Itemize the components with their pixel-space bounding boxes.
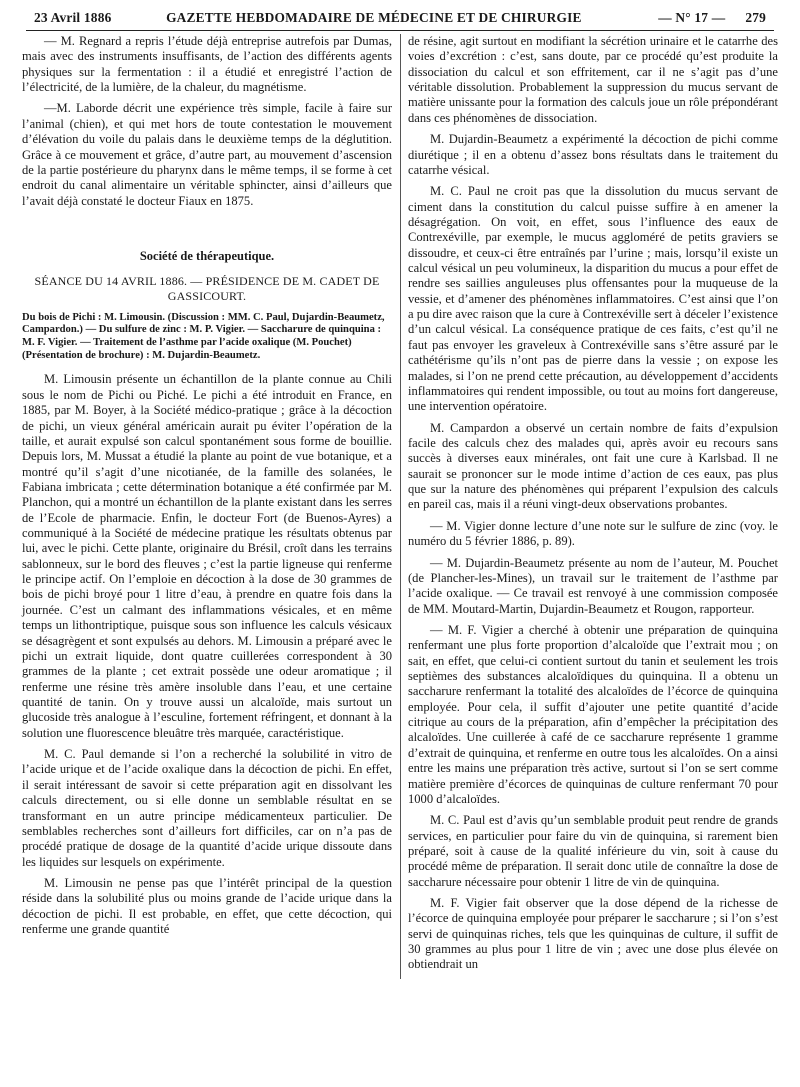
column-rule — [400, 34, 401, 979]
paragraph-laborde: —M. Laborde décrit une expérience très simple, facile à faire sur l’animal (chien), et qui met hors de toute contestation le mouvement d’élévation du voile du palais dans le deuxième temps de la déglutition. Grâce à ce mouvement et grâce, d’autre part, au mouvement d’ascension de la partie postérieure du pharynx dans le même temps, il se forme à cet endroit du canal alimentaire un véritable sphincter, ainsi d’ailleurs que l’avait déjà constaté le docteur Fiaux en 1875. — [22, 101, 392, 208]
header-date: 23 Avril 1886 — [34, 10, 112, 25]
right-column — [408, 34, 778, 979]
text-columns — [22, 34, 778, 979]
paragraph-vigier-dose: M. F. Vigier fait observer que la dose dépend de la richesse de l’écorce de quinquina employée pour préparer le saccharure ; si l’on s’est servi de quinquinas riches, tels que les quinquinas de culture, il suffit de 30 grammes au plus pour 1 litre de vin ; avec une dose plus élevée on obtiendrait un — [408, 896, 778, 972]
paragraph-paul-3: M. C. Paul est d’avis qu’un semblable produit peut rendre de grands services, en particulier pour faire du vin de quinquina, si rarement bien préparé, soit à cause de la qualité inférieure du vin, soit à cause du procédé même de préparation. Il serait donc utile de connaître la dose de saccharure nécessaire pour obtenir 1 litre de vin de quinquina. — [408, 813, 778, 889]
session-line: SÉANCE DU 14 AVRIL 1886. — PRÉSIDENCE DE M. CADET DE GASSICOURT. — [34, 274, 380, 303]
paragraph-limousin-2: M. Limousin ne pense pas que l’intérêt principal de la question réside dans la solubilité plus ou moins grande de l’acide urique dans la décoction de pichi. Il est probable, en effet, que cette décoction, qui renferme une grande quantité — [22, 875, 392, 937]
paragraph-dujardin-1: M. Dujardin-Beaumetz a expérimenté la décoction de pichi comme diurétique ; il en a obtenu d’assez bons résultats dans le traitement du catarrhe vésical. — [408, 132, 778, 177]
paragraph-vigier-saccharure: — M. F. Vigier a cherché à obtenir une préparation de quinquina renfermant une plus forte proportion d’alcaloïde que l’extrait mou ; on sait, en effet, que celui-ci contient surtout du tanin et seulement les trois septièmes des substances alcaloïdiques du quinquina. Il a obtenu un saccharure renfermant la totalité des alcaloïdes de l’écorce de quinquina employée. Pour cela, il suffit d’ajouter une petite quantité d’acide citrique au cours de la préparation, afin d’empêcher la précipitation des alcaloïdes. Une cuillerée à café de ce saccharure représente 1 gramme d’extrait de quinquina, et renferme en outre tous les alcaloïdes. On a ainsi entre les mains une préparation très active, surtout si l’on se sert comme matière première d’écorces de quinquinas de culture renfermant 70 pour 1000 d’alcaloïdes. — [408, 622, 779, 806]
paragraph-regnard: — M. Regnard a repris l’étude déjà entreprise autrefois par Dumas, mais avec des instruments insuffisants, de l’action des différents agents physiques sur la fermentation : il a étudié et enregistré l’action de l’électricité, de la lumière, de la chaleur, du magnétisme. — [22, 34, 392, 95]
paragraph-vigier-sulfure: — M. Vigier donne lecture d’une note sur le sulfure de zinc (voy. le numéro du 5 février 1886, p. 89). — [408, 518, 778, 549]
section-title: Société de thérapeutique. — [139, 248, 275, 263]
running-header — [26, 10, 774, 31]
paragraph-campardon: M. Campardon a observé un certain nombre de faits d’expulsion facile des calculs chez des malades qui, après avoir eu recours sans succès à diverses eaux minérales, ont fait une cure à Karlsbad. Il ne saurait se prononcer sur le mode intime d’action de ces eaux, pas plus que sur la nature des phénomènes qui préparent l’expulsion des calculs en pareil cas, mais il a réuni vingt-deux observations probantes. — [408, 420, 778, 512]
paragraph-dujardin-2: — M. Dujardin-Beaumetz présente au nom de l’auteur, M. Pouchet (de Plancher-les-Mines), un travail sur le traitement de l’asthme par l’acide oxalique. — Ce travail est renvoyé à une commission composée de MM. Moutard-Martin, Dujardin-Beaumetz et Rougon, rapporteur. — [408, 555, 778, 616]
session-summary: Du bois de Pichi : M. Limousin. (Discussion : MM. C. Paul, Dujardin-Beaumetz, Campardon.) — Du sulfure de zinc : M. P. Vigier. — Saccharure de quinquina : M. F. Vigier. — Traitement de l’asthme par l’acide oxalique (M. Pouchet) (Présentation de brochure) : M. Dujardin-Beaumetz. — [22, 311, 385, 361]
paragraph-paul-1: M. C. Paul demande si l’on a recherché la solubilité in vitro de l’acide urique et de l’acide oxalique dans la décoction de pichi. En effet, il serait intéressant de savoir si cette préparation agit en dissolvant les calculs directement, ou si elle donne un semblable résultat en se transformant en un autre principe médicamenteux particulier. De semblables recherches sont d’ailleurs fort difficiles, car on n’a pas de procédé pratique de dosage de la quantité d’acide urique dissoute dans les liquides sur lesquels on expérimente. — [22, 747, 392, 869]
header-page-number: 279 — [745, 10, 766, 25]
paragraph-continuation: de résine, agit surtout en modifiant la sécrétion urinaire et le catarrhe des voies d’excrétion : c’est, sans doute, par ce procédé qu’est produite la dissociation du calcul et son effritement, car il ne s’agit pas d’une véritable dissolution. Probablement la suppression du mucus servant de matière unissante pour la formation des calculs joue un rôle prépondérant dans ces phénomènes de dissociation. — [408, 34, 778, 125]
left-column — [22, 34, 392, 979]
paragraph-paul-2: M. C. Paul ne croit pas que la dissolution du mucus servant de ciment dans la constitution du calcul puisse suffire à en amener la désagrégation. On voit, en effet, sous l’influence des eaux de Contrexéville, par exemple, le mucus aggloméré de petits graviers se dissoudre, et ceux-ci être entraînés par l’urine ; mais, lorsqu’il existe un calcul vésical un peu volumineux, la disparition du mucus a pour effet de rendre ses saillies anguleuses plus offensantes pour la muqueuse de la vessie, et d’amener des phénomènes inflammatoires. C’est ainsi que l’on a pu dire avec raison que la cure à Contrexéville sert à déceler l’existence d’un calcul vésical. La conséquence pratique de ces faits, c’est qu’il ne faut pas envoyer les graveleux à Contrexéville sans s’être assuré par le cathétérisme qu’ils n’ont pas de pierre dans la vessie ; on expose les malades, si l’on ne prend cette précaution, au développement d’accidents inflammatoires qui rendent impossible, ou tout au moins fort dangereuse, une intervention opératoire. — [408, 184, 778, 414]
header-issue-number: — N° 17 — — [658, 10, 726, 25]
paragraph-limousin: M. Limousin présente un échantillon de la plante connue au Chili sous le nom de Pichi ou Piché. Le pichi a été introduit en France, en 1885, par M. Boyer, à la Société médico-pratique ; grâce à la décoction de pichi, un vieux général américain aurait pu éviter l’opération de la taille, et aurait expulsé son calcul spontanément sous forme de bouillie. Depuis lors, M. Mussat a étudié la plante au point de vue botanique, et a montré qu’il s’agit d’une nicotianée, de la famille des solanées, le Fabiana imbricata ; cette détermination botanique a été confirmée par M. Planchon, qui a montré un échantillon de la plante existant dans les serres de l’Ecole de pharmacie. Enfin, le docteur Fort (de Buenos-Ayres) a communiqué à la Société de médecine pratique les résultats obtenus par lui, avec le pichi. Cette plante, originaire du Brésil, croît dans les terrains sablonneux, sur le bord des fleuves ; c’est la partie ligneuse qui renferme le principe actif. On l’emploie en décoction à la dose de 30 grammes de bois de pichi broyé pour 1 litre d’eau, à prendre en quatre fois dans la journée. C’est un calmant des inflammations vésicales, et en même temps un lithontriptique, puisque sous son influence les calculs vésicaux se désagrègent et sont expulsés au dehors. M. Limousin a préparé avec le pichi un extrait liquide, dont quatre cuillerées correspondent à 30 grammes de la plante ; cet extrait possède une odeur aromatique ; il renferme une résine très amère insoluble dans l’eau, et une certaine quantité de tanin. On y trouve aussi un alcaloïde, mais surtout un glucoside très analogue à l’esculine, fortement réfringent, et donnant à la solution une fluorescence bleuâtre très marquée, caractéristique. — [22, 372, 392, 740]
header-journal-title: GAZETTE HEBDOMADAIRE DE MÉDECINE ET DE CHIRURGIE — [166, 10, 582, 25]
